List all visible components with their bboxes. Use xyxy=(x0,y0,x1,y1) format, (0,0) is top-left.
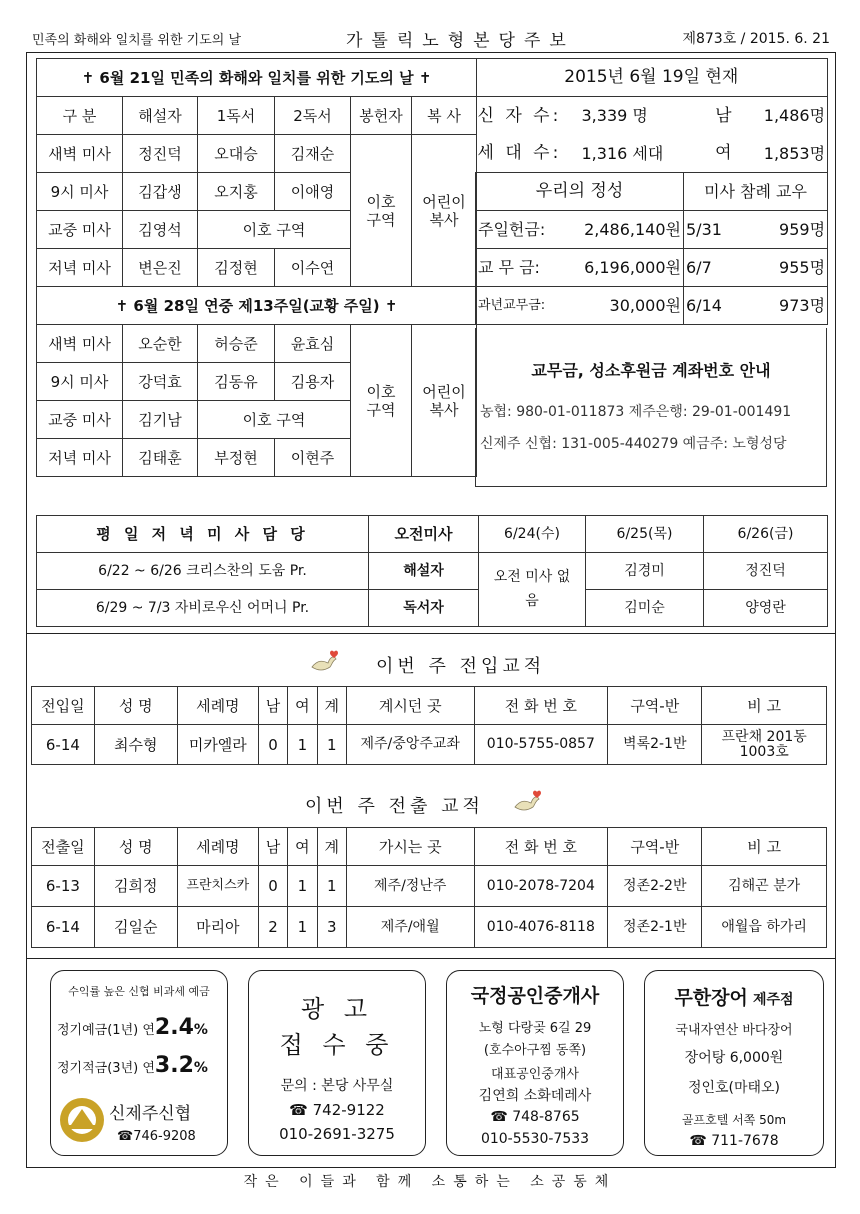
schedule1-title: ✝ 6월 21일 민족의 화해와 일치를 위한 기도의 날 ✝ xyxy=(37,59,477,97)
footer-motto: 작은 이들과 함께 소통하는 소공동체 xyxy=(243,1174,617,1190)
reader-2: 김용자 xyxy=(275,363,351,401)
realestate-agent: 김연희 소화데레사 xyxy=(478,1088,592,1104)
male: 2 xyxy=(258,907,287,948)
bulletin-title: 가톨릭노형본당주보 xyxy=(346,31,575,51)
offering-group: 이호 구역 xyxy=(351,325,412,477)
male: 0 xyxy=(258,866,287,907)
dove-icon xyxy=(513,789,547,815)
previous-parish: 제주/중앙주교좌 xyxy=(346,725,474,765)
weekday-title: 평 일 저 녁 미 사 담 당 xyxy=(37,516,369,553)
deposit-label: 정기예금(1년) 연 xyxy=(57,1023,155,1038)
col-header: 봉헌자 xyxy=(351,97,412,135)
commentator: 정진덕 xyxy=(704,553,828,590)
day-header: 6/25(목) xyxy=(586,516,704,553)
reader-2: 윤효심 xyxy=(275,325,351,363)
reader: 양영란 xyxy=(704,590,828,627)
ad-eel-restaurant xyxy=(644,970,824,1156)
date: 6-13 xyxy=(32,866,95,907)
col-header: 가시는 곳 xyxy=(346,828,474,866)
phone: 010-4076-8118 xyxy=(474,907,608,948)
col-header: 전 화 번 호 xyxy=(474,687,608,725)
commentator: 김경미 xyxy=(586,553,704,590)
transfer-out-heading xyxy=(305,786,565,820)
transfer-in-title: 이번 주 전입교적 xyxy=(376,656,546,677)
bank-line-1: 농협: 980-01-011873 제주은행: 29-01-001491 xyxy=(480,404,792,420)
col-header: 구역-반 xyxy=(608,828,702,866)
restaurant-desc: 국내자연산 바다장어 xyxy=(675,1023,793,1038)
believers-count: 3,339 명 xyxy=(581,106,648,126)
col-header: 2독서 xyxy=(275,97,351,135)
readers-group: 이호 구역 xyxy=(198,401,351,439)
reader-1: 김정현 xyxy=(198,249,275,287)
commentator: 강덕효 xyxy=(123,363,198,401)
reader-2: 이애영 xyxy=(275,173,351,211)
dues-label: 교 무 금: xyxy=(476,249,580,287)
ad-heading: 광 고 xyxy=(301,995,373,1023)
day-header: 6/24(수) xyxy=(479,516,586,553)
col-header: 세례명 xyxy=(177,687,258,725)
role-label: 독서자 xyxy=(369,590,479,627)
past-dues-label: 과년교무금: xyxy=(476,287,580,325)
credit-union-name: 신제주신협 xyxy=(109,1104,192,1124)
credit-union-logo-icon xyxy=(57,1095,107,1145)
altar-servers: 어린이 복사 xyxy=(412,325,477,477)
attendance-date: 6/7 xyxy=(684,249,734,287)
bank-line-2: 신제주 신협: 131-005-440279 예금주: 노형성당 xyxy=(480,436,787,452)
deposit-rate xyxy=(57,1015,208,1040)
mass-name: 새벽 미사 xyxy=(37,135,123,173)
reader-1: 김동유 xyxy=(198,363,275,401)
attendance-date: 5/31 xyxy=(684,211,734,249)
name: 최수형 xyxy=(94,725,177,765)
commentator: 정진덕 xyxy=(123,135,198,173)
reader-2: 이현주 xyxy=(275,439,351,477)
name: 김일순 xyxy=(94,907,177,948)
commentator: 오순한 xyxy=(123,325,198,363)
reader-1: 부정현 xyxy=(198,439,275,477)
female-label: 여 xyxy=(684,135,734,173)
mass-name: 저녁 미사 xyxy=(37,439,123,477)
section-divider xyxy=(26,958,836,959)
col-header: 1독서 xyxy=(198,97,275,135)
note: 애월읍 하가리 xyxy=(702,907,827,948)
realestate-phone: ☎ 748-8765 xyxy=(490,1109,580,1125)
transfer-out-table xyxy=(31,827,827,948)
mass-name: 저녁 미사 xyxy=(37,249,123,287)
col-header: 성 명 xyxy=(94,828,177,866)
presidium-row: 6/29 ~ 7/3 자비로우신 어머니 Pr. xyxy=(37,590,369,627)
mass-name: 교중 미사 xyxy=(37,401,123,439)
offering-title: 우리의 정성 xyxy=(476,173,684,211)
ad-subheading: 접 수 중 xyxy=(279,1031,395,1059)
mass-schedule-table xyxy=(36,58,477,477)
date: 6-14 xyxy=(32,907,95,948)
reader: 김미순 xyxy=(586,590,704,627)
col-header: 계 xyxy=(317,828,346,866)
new-parish: 제주/정난주 xyxy=(346,866,474,907)
sunday-offering: 2,486,140원 xyxy=(580,211,684,249)
ad-mobile: 010-2691-3275 xyxy=(279,1125,395,1143)
mass-name: 교중 미사 xyxy=(37,211,123,249)
realestate-address: 노형 다랑곶 6길 29 xyxy=(478,1021,592,1036)
name: 김희정 xyxy=(94,866,177,907)
altar-servers: 어린이 복사 xyxy=(412,135,477,287)
restaurant-menu: 장어탕 6,000원 xyxy=(684,1050,784,1066)
col-header: 비 고 xyxy=(702,828,827,866)
restaurant-branch: 제주점 xyxy=(752,992,794,1008)
col-header: 전입일 xyxy=(32,687,95,725)
past-dues-amount: 30,000원 xyxy=(580,287,684,325)
attendance-count: 955명 xyxy=(734,249,828,287)
col-header: 구역-반 xyxy=(608,687,702,725)
transfer-in-table xyxy=(31,686,827,765)
commentator: 김태훈 xyxy=(123,439,198,477)
female: 1 xyxy=(288,866,317,907)
restaurant-heading xyxy=(645,983,823,1010)
savings-value: 3.2 xyxy=(154,1053,194,1078)
dues-amount: 6,196,000원 xyxy=(580,249,684,287)
new-parish: 제주/애월 xyxy=(346,907,474,948)
ad-phone: ☎ 742-9122 xyxy=(289,1101,385,1119)
attendance-count: 959명 xyxy=(734,211,828,249)
attendance-date: 6/14 xyxy=(684,287,734,325)
mass-name: 9시 미사 xyxy=(37,363,123,401)
female-count: 1,853명 xyxy=(734,135,828,173)
total: 1 xyxy=(317,725,346,765)
male: 0 xyxy=(258,725,287,765)
baptismal-name: 프란치스카 xyxy=(177,866,258,907)
col-header: 남 xyxy=(258,687,287,725)
am-mass-label: 오전미사 xyxy=(369,516,479,553)
col-header: 비 고 xyxy=(702,687,827,725)
restaurant-phone: ☎ 711-7678 xyxy=(689,1133,779,1149)
presidium-row: 6/22 ~ 6/26 크리스찬의 도움 Pr. xyxy=(37,553,369,590)
total: 3 xyxy=(317,907,346,948)
col-header: 해설자 xyxy=(123,97,198,135)
note: 프란채 201동 1003호 xyxy=(702,725,827,765)
deposit-value: 2.4 xyxy=(154,1015,194,1040)
restaurant-title: 무한장어 xyxy=(674,987,748,1009)
no-am-mass: 오전 미사 없 음 xyxy=(479,553,586,627)
bank-title: 교무금, 성소후원금 계좌번호 안내 xyxy=(531,361,771,380)
female: 1 xyxy=(288,725,317,765)
percent: % xyxy=(193,1022,208,1038)
percent: % xyxy=(193,1060,208,1076)
note: 김해곤 분가 xyxy=(702,866,827,907)
col-header: 여 xyxy=(288,828,317,866)
attendance-count: 973명 xyxy=(734,287,828,325)
households-label: 세 대 수: xyxy=(476,135,580,173)
col-header: 남 xyxy=(258,828,287,866)
realestate-landmark: (호수아구찜 동쪽) xyxy=(483,1043,587,1058)
mass-name: 9시 미사 xyxy=(37,173,123,211)
credit-union-phone: ☎746-9208 xyxy=(117,1129,196,1144)
table-row xyxy=(32,866,827,907)
transfer-in-heading xyxy=(310,646,570,680)
col-header: 전출일 xyxy=(32,828,95,866)
female: 1 xyxy=(288,907,317,948)
households-count: 1,316 세대 xyxy=(580,135,684,173)
col-header: 여 xyxy=(288,687,317,725)
table-row xyxy=(32,725,827,765)
table-row xyxy=(32,907,827,948)
date: 6-14 xyxy=(32,725,95,765)
savings-label: 정기적금(3년) 연 xyxy=(57,1061,155,1076)
ad-tagline: 수익률 높은 신협 비과세 예금 xyxy=(68,985,210,998)
col-header: 구 분 xyxy=(37,97,123,135)
role-label: 해설자 xyxy=(369,553,479,590)
male-label: 남 xyxy=(715,105,732,126)
attendance-title: 미사 참례 교우 xyxy=(684,173,828,211)
reader-2: 이수연 xyxy=(275,249,351,287)
page-header xyxy=(28,26,834,50)
realestate-mobile: 010-5530-7533 xyxy=(480,1131,590,1147)
col-header: 계시던 곳 xyxy=(346,687,474,725)
dove-icon xyxy=(310,649,344,675)
baptismal-name: 미카엘라 xyxy=(177,725,258,765)
col-header: 전 화 번 호 xyxy=(474,828,608,866)
commentator: 변은진 xyxy=(123,249,198,287)
parish-stats-table xyxy=(475,58,828,325)
ad-realestate xyxy=(446,970,624,1156)
header-subtitle: 민족의 화해와 일치를 위한 기도의 날 xyxy=(32,33,242,48)
baptismal-name: 마리아 xyxy=(177,907,258,948)
phone: 010-2078-7204 xyxy=(474,866,608,907)
col-header: 복 사 xyxy=(412,97,477,135)
commentator: 김갑생 xyxy=(123,173,198,211)
male-count: 1,486명 xyxy=(734,97,828,135)
offering-group: 이호 구역 xyxy=(351,135,412,287)
district: 정존2-2반 xyxy=(608,866,702,907)
transfer-out-title: 이번 주 전출 교적 xyxy=(305,796,484,817)
phone: 010-5755-0857 xyxy=(474,725,608,765)
schedule2-title: ✝ 6월 28일 연중 제13주일(교황 주일) ✝ xyxy=(37,287,477,325)
restaurant-owner: 정인호(마태오) xyxy=(687,1080,781,1096)
mass-name: 새벽 미사 xyxy=(37,325,123,363)
weekday-mass-table xyxy=(36,515,828,627)
district: 정존2-1반 xyxy=(608,907,702,948)
readers-group: 이호 구역 xyxy=(198,211,351,249)
col-header: 세례명 xyxy=(177,828,258,866)
commentator: 김영석 xyxy=(123,211,198,249)
issue-number: 제873호 / 2015. 6. 21 xyxy=(682,31,830,47)
ad-contact: 문의 : 본당 사무실 xyxy=(280,1078,394,1094)
reader-1: 오대승 xyxy=(198,135,275,173)
savings-rate xyxy=(57,1053,208,1078)
bank-info xyxy=(475,328,827,487)
ad-placeholder xyxy=(248,970,426,1156)
commentator: 김기남 xyxy=(123,401,198,439)
ad-credit-union xyxy=(50,970,228,1156)
day-header: 6/26(금) xyxy=(704,516,828,553)
reader-2: 김재순 xyxy=(275,135,351,173)
stats-date: 2015년 6월 19일 현재 xyxy=(476,59,828,97)
restaurant-location: 골프호텔 서쪽 50m xyxy=(681,1113,787,1127)
section-divider xyxy=(26,633,836,634)
reader-1: 허승준 xyxy=(198,325,275,363)
realestate-role: 대표공인중개사 xyxy=(491,1067,579,1082)
sunday-offering-label: 주일헌금: xyxy=(476,211,580,249)
district: 벽록2-1반 xyxy=(608,725,702,765)
col-header: 계 xyxy=(317,687,346,725)
realestate-title: 국정공인중개사 xyxy=(470,985,600,1007)
reader-1: 오지홍 xyxy=(198,173,275,211)
total: 1 xyxy=(317,866,346,907)
col-header: 성 명 xyxy=(94,687,177,725)
believers-label: 신 자 수: xyxy=(477,105,562,126)
